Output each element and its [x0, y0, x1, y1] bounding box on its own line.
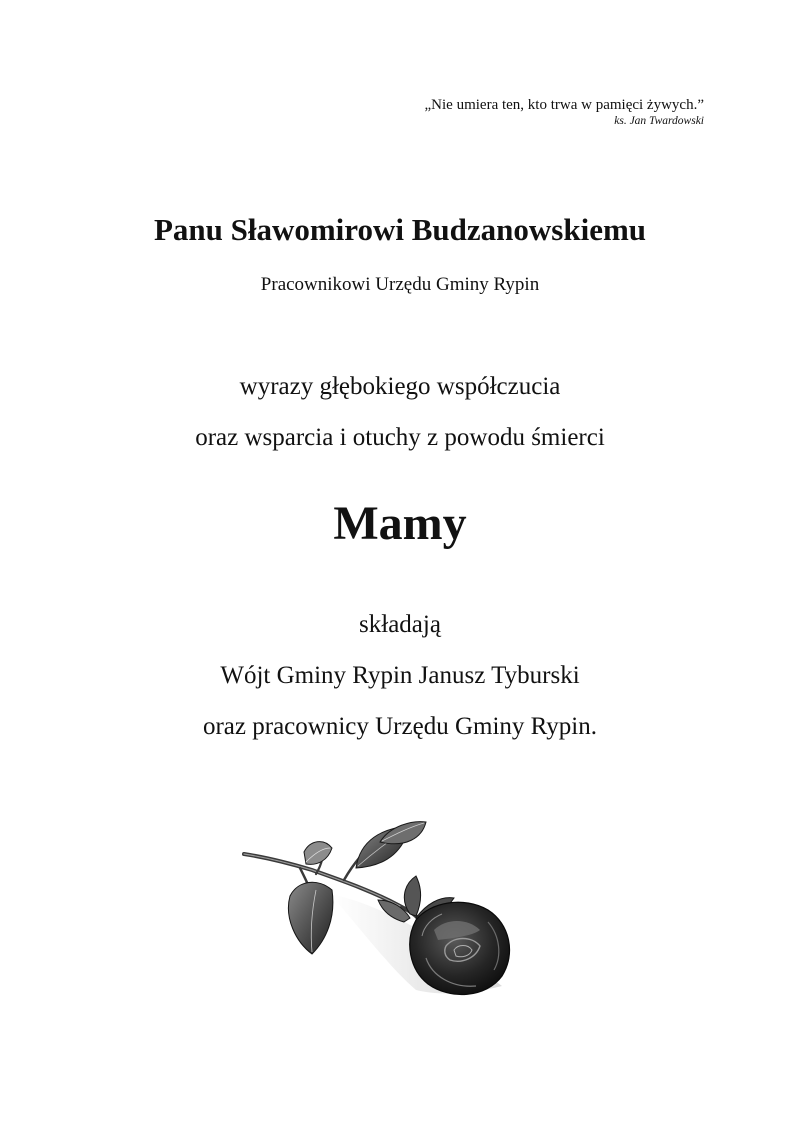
signatory-line-1: Wójt Gminy Rypin Janusz Tyburski [220, 662, 580, 689]
condolence-line-1: wyrazy głębokiego współczucia [239, 373, 561, 400]
epigraph-quote: „Nie umiera ten, kto trwa w pamięci żywych.” [424, 97, 704, 113]
recipient-role: Pracownikowi Urzędu Gminy Rypin [260, 274, 540, 295]
epigraph [425, 96, 704, 128]
signed-by-verb: składają [359, 611, 441, 638]
epigraph-author: ks. Jan Twardowski [614, 115, 704, 127]
rose-icon [240, 818, 520, 1002]
condolence-line-2: oraz wsparcia i otuchy z powodu śmierci [195, 424, 605, 451]
deceased-title: Mamy [333, 497, 467, 550]
signatory-line-2: oraz pracownicy Urzędu Gminy Rypin. [202, 713, 598, 740]
recipient-name: Panu Sławomirowi Budzanowskiemu [153, 212, 647, 247]
